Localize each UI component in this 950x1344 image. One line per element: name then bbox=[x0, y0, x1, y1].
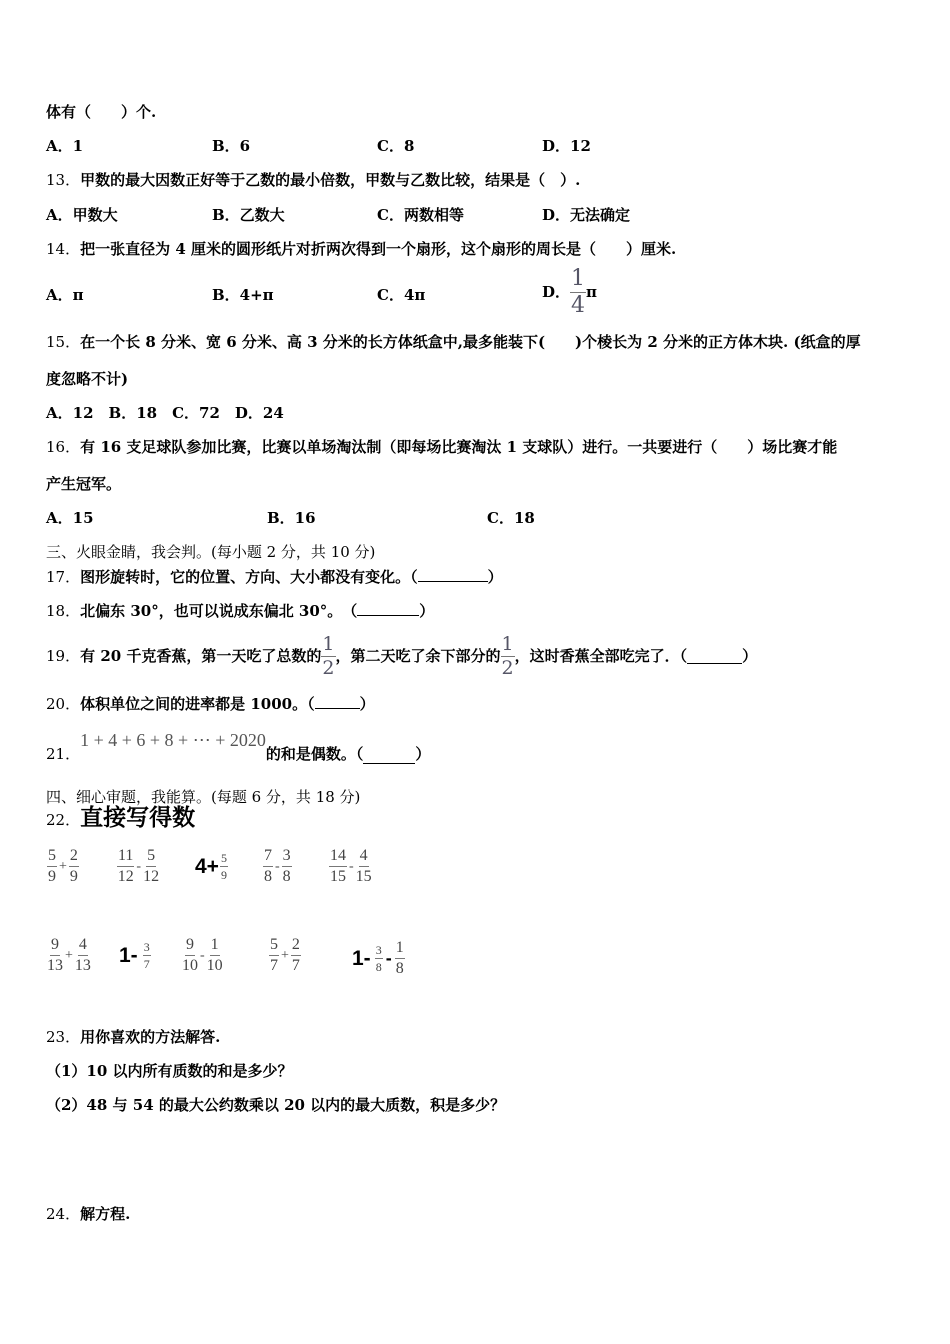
operator: - bbox=[385, 948, 392, 968]
fraction-denominator: 7 bbox=[291, 957, 300, 974]
fraction-numerator: 11 bbox=[117, 848, 134, 867]
q17-text: 图形旋转时，它的位置、方向、大小都没有变化。（ bbox=[80, 568, 418, 586]
q14-option-d bbox=[542, 265, 597, 318]
q18-close: ） bbox=[419, 602, 435, 620]
fraction-denominator: 2 bbox=[322, 656, 335, 679]
fraction bbox=[143, 848, 159, 885]
fraction-numerator: 9 bbox=[50, 937, 60, 956]
fraction-denominator: 7 bbox=[143, 957, 150, 971]
q14-option-b: B．4+π bbox=[212, 286, 274, 304]
q12-option-b: B．6 bbox=[212, 137, 251, 155]
fraction-numerator: 9 bbox=[185, 937, 195, 956]
q14-option-d-label: D． bbox=[542, 283, 571, 301]
q18-number: 18． bbox=[46, 602, 81, 620]
q19-fraction-1 bbox=[321, 632, 335, 679]
fraction-numerator: 2 bbox=[69, 848, 79, 867]
fraction bbox=[75, 937, 91, 974]
q16-option-a: A．15 bbox=[46, 509, 94, 527]
q20-text: 体积单位之间的进率都是 1000。（ bbox=[80, 695, 315, 713]
q19-text-3: ，这时香蕉全部吃完了．（ bbox=[514, 647, 688, 665]
calc-item-10 bbox=[351, 940, 405, 977]
fraction-denominator: 13 bbox=[74, 957, 91, 974]
fraction-denominator: 9 bbox=[48, 868, 56, 885]
fraction-denominator: 8 bbox=[395, 960, 404, 977]
section-4-heading: 四、细心审题，我能算。(每题 6 分，共 18 分) bbox=[46, 788, 361, 806]
fraction bbox=[47, 937, 63, 974]
operator: - bbox=[275, 858, 280, 874]
q16-stem bbox=[46, 437, 837, 457]
q22-number: 22． bbox=[46, 811, 81, 829]
q16-line2: 产生冠军。 bbox=[46, 475, 122, 493]
answer-blank[interactable] bbox=[687, 649, 742, 664]
fraction-denominator: 10 bbox=[182, 957, 198, 974]
q14-number: 14． bbox=[46, 240, 81, 258]
q12-option-a: A．1 bbox=[46, 137, 84, 155]
fraction bbox=[291, 937, 301, 974]
operator: + bbox=[281, 947, 289, 963]
q19-text-1: 有 20 千克香蕉，第一天吃了总数的 bbox=[80, 647, 322, 665]
fraction bbox=[220, 852, 228, 881]
fraction-denominator: 9 bbox=[69, 868, 78, 885]
fraction-numerator: 4 bbox=[359, 848, 369, 867]
fraction-numerator: 7 bbox=[263, 848, 273, 867]
fraction bbox=[375, 944, 383, 973]
whole-part: 4+ bbox=[195, 854, 219, 878]
fraction-numerator: 3 bbox=[282, 848, 292, 867]
fraction bbox=[282, 848, 292, 885]
answer-blank[interactable] bbox=[363, 749, 415, 764]
q22-title: 直接写得数 bbox=[80, 805, 196, 831]
fraction bbox=[69, 848, 79, 885]
section-3-heading: 三、火眼金睛，我会判。(每小题 2 分，共 10 分) bbox=[46, 543, 376, 561]
q16-option-c: C．18 bbox=[487, 509, 535, 527]
q24-text: 解方程. bbox=[80, 1205, 131, 1223]
fraction bbox=[329, 848, 347, 885]
fraction-numerator: 1 bbox=[395, 940, 405, 959]
q19-close: ） bbox=[742, 647, 758, 665]
operator: - bbox=[136, 858, 142, 874]
q21-text: 的和是偶数。（ bbox=[265, 745, 364, 763]
whole-part: 1- bbox=[352, 946, 371, 970]
q15-number: 15． bbox=[46, 333, 81, 351]
q12-option-d: D．12 bbox=[542, 137, 591, 155]
fraction-denominator: 8 bbox=[264, 868, 272, 885]
calc-item-4 bbox=[263, 848, 292, 885]
fraction-denominator: 7 bbox=[270, 957, 278, 974]
q13-option-d: D．无法确定 bbox=[542, 206, 631, 224]
fraction-numerator: 5 bbox=[269, 937, 279, 956]
q19-number: 19． bbox=[46, 647, 81, 665]
fraction-numerator: 5 bbox=[220, 851, 227, 865]
q17 bbox=[46, 567, 503, 587]
fraction bbox=[182, 937, 198, 974]
calc-item-3 bbox=[194, 852, 228, 881]
q19-text-2: ，第二天吃了余下部分的 bbox=[335, 647, 501, 665]
q14-option-c: C．4π bbox=[377, 286, 426, 304]
fraction bbox=[263, 848, 273, 885]
fraction-numerator: 2 bbox=[291, 937, 301, 956]
q15-stem bbox=[46, 332, 861, 352]
q14-d-fraction bbox=[570, 265, 586, 318]
q23-part-1: （1）10 以内所有质数的和是多少？ bbox=[46, 1062, 293, 1080]
q23-number: 23． bbox=[46, 1028, 81, 1046]
fraction-denominator: 12 bbox=[117, 868, 134, 885]
q12-option-c: C．8 bbox=[377, 137, 415, 155]
operator: - bbox=[200, 947, 205, 963]
calc-item-5 bbox=[329, 848, 372, 885]
q23-stem bbox=[46, 1027, 220, 1047]
q19-fraction-2 bbox=[501, 632, 515, 679]
q19 bbox=[46, 634, 757, 678]
fraction-numerator: 14 bbox=[329, 848, 347, 867]
fraction bbox=[207, 937, 223, 974]
q15-options: A．12 B．18 C．72 D．24 bbox=[46, 404, 284, 422]
q13-stem bbox=[46, 170, 580, 190]
fraction-denominator: 8 bbox=[375, 960, 382, 974]
fraction bbox=[117, 848, 134, 885]
fraction-numerator: 5 bbox=[146, 848, 156, 867]
fraction-denominator: 15 bbox=[355, 868, 372, 885]
fraction bbox=[143, 941, 151, 970]
q17-close: ） bbox=[487, 568, 503, 586]
q24-stem bbox=[46, 1204, 130, 1224]
q20 bbox=[46, 694, 375, 714]
fraction-denominator: 12 bbox=[143, 868, 160, 885]
q16-option-b: B．16 bbox=[267, 509, 316, 527]
q20-number: 20． bbox=[46, 695, 81, 713]
q15-line1: 在一个长 8 分米、宽 6 分米、高 3 分米的长方体纸盒中,最多能装下( )个棱长为 2 分米的正方体木块. (纸盒的厚 bbox=[80, 333, 861, 351]
fraction-numerator: 4 bbox=[78, 937, 88, 956]
q23-text: 用你喜欢的方法解答. bbox=[80, 1028, 221, 1046]
fraction-denominator: 15 bbox=[330, 868, 346, 885]
fraction-numerator: 1 bbox=[322, 632, 335, 655]
q13-option-c: C．两数相等 bbox=[377, 206, 464, 224]
q18-text: 北偏东 30°，也可以说成东偏北 30°。 （ bbox=[80, 602, 358, 620]
fraction-denominator: 13 bbox=[47, 957, 63, 974]
q22-heading bbox=[46, 805, 196, 831]
q14-option-a: A．π bbox=[46, 286, 84, 304]
q13-text: 甲数的最大因数正好等于乙数的最小倍数，甲数与乙数比较，结果是（ ）. bbox=[80, 171, 581, 189]
calc-item-2 bbox=[117, 848, 159, 885]
q14-text: 把一张直径为 4 厘米的圆形纸片对折两次得到一个扇形，这个扇形的周长是（ ）厘米. bbox=[80, 240, 677, 258]
q23-part-2: （2）48 与 54 的最大公约数乘以 20 以内的最大质数，积是多少？ bbox=[46, 1096, 506, 1114]
fraction bbox=[395, 940, 405, 977]
fraction-numerator: 1 bbox=[501, 632, 514, 655]
q21-number: 21． bbox=[46, 745, 81, 763]
calc-item-6 bbox=[47, 937, 91, 974]
calc-item-9 bbox=[269, 937, 301, 974]
fraction-numerator: 1 bbox=[571, 265, 586, 291]
q14-d-suffix: π bbox=[586, 283, 597, 301]
q16-line1: 有 16 支足球队参加比赛，比赛以单场淘汰制（即每场比赛淘汰 1 支球队）进行。一共要进行（ ）场比赛才能 bbox=[80, 438, 838, 456]
q20-close: ） bbox=[359, 695, 375, 713]
fraction bbox=[47, 848, 57, 885]
answer-blank[interactable] bbox=[315, 694, 360, 709]
fraction-numerator: 3 bbox=[143, 940, 150, 954]
fraction-numerator: 1 bbox=[210, 937, 220, 956]
q24-number: 24． bbox=[46, 1205, 81, 1223]
q13-option-a: A．甲数大 bbox=[46, 206, 118, 224]
calc-item-1 bbox=[47, 848, 79, 885]
q21 bbox=[46, 730, 430, 764]
calc-item-7 bbox=[118, 941, 151, 970]
calc-item-8 bbox=[182, 937, 223, 974]
q18 bbox=[46, 601, 434, 621]
operator: + bbox=[65, 947, 73, 963]
fraction-denominator: 9 bbox=[220, 868, 227, 882]
q12-tail: 体有（ ）个. bbox=[46, 103, 157, 121]
fraction-numerator: 5 bbox=[47, 848, 57, 867]
q17-number: 17． bbox=[46, 568, 81, 586]
q13-number: 13． bbox=[46, 171, 81, 189]
fraction-denominator: 8 bbox=[282, 868, 291, 885]
q21-expression: 1 + 4 + 6 + 8 + ⋯ + 2020 bbox=[80, 730, 266, 750]
fraction bbox=[356, 848, 372, 885]
fraction bbox=[269, 937, 279, 974]
q15-line2: 度忽略不计) bbox=[46, 370, 129, 388]
fraction-denominator: 10 bbox=[206, 957, 223, 974]
fraction-numerator: 3 bbox=[375, 943, 382, 957]
answer-blank[interactable] bbox=[418, 567, 488, 582]
operator: - bbox=[349, 858, 354, 874]
q16-number: 16． bbox=[46, 438, 81, 456]
fraction-denominator: 4 bbox=[571, 292, 586, 318]
q21-close: ） bbox=[415, 745, 431, 763]
answer-blank[interactable] bbox=[357, 601, 419, 616]
whole-part: 1- bbox=[119, 943, 138, 967]
q14-stem bbox=[46, 239, 676, 259]
fraction-denominator: 2 bbox=[501, 656, 514, 679]
operator: + bbox=[59, 858, 67, 874]
q13-option-b: B．乙数大 bbox=[212, 206, 285, 224]
